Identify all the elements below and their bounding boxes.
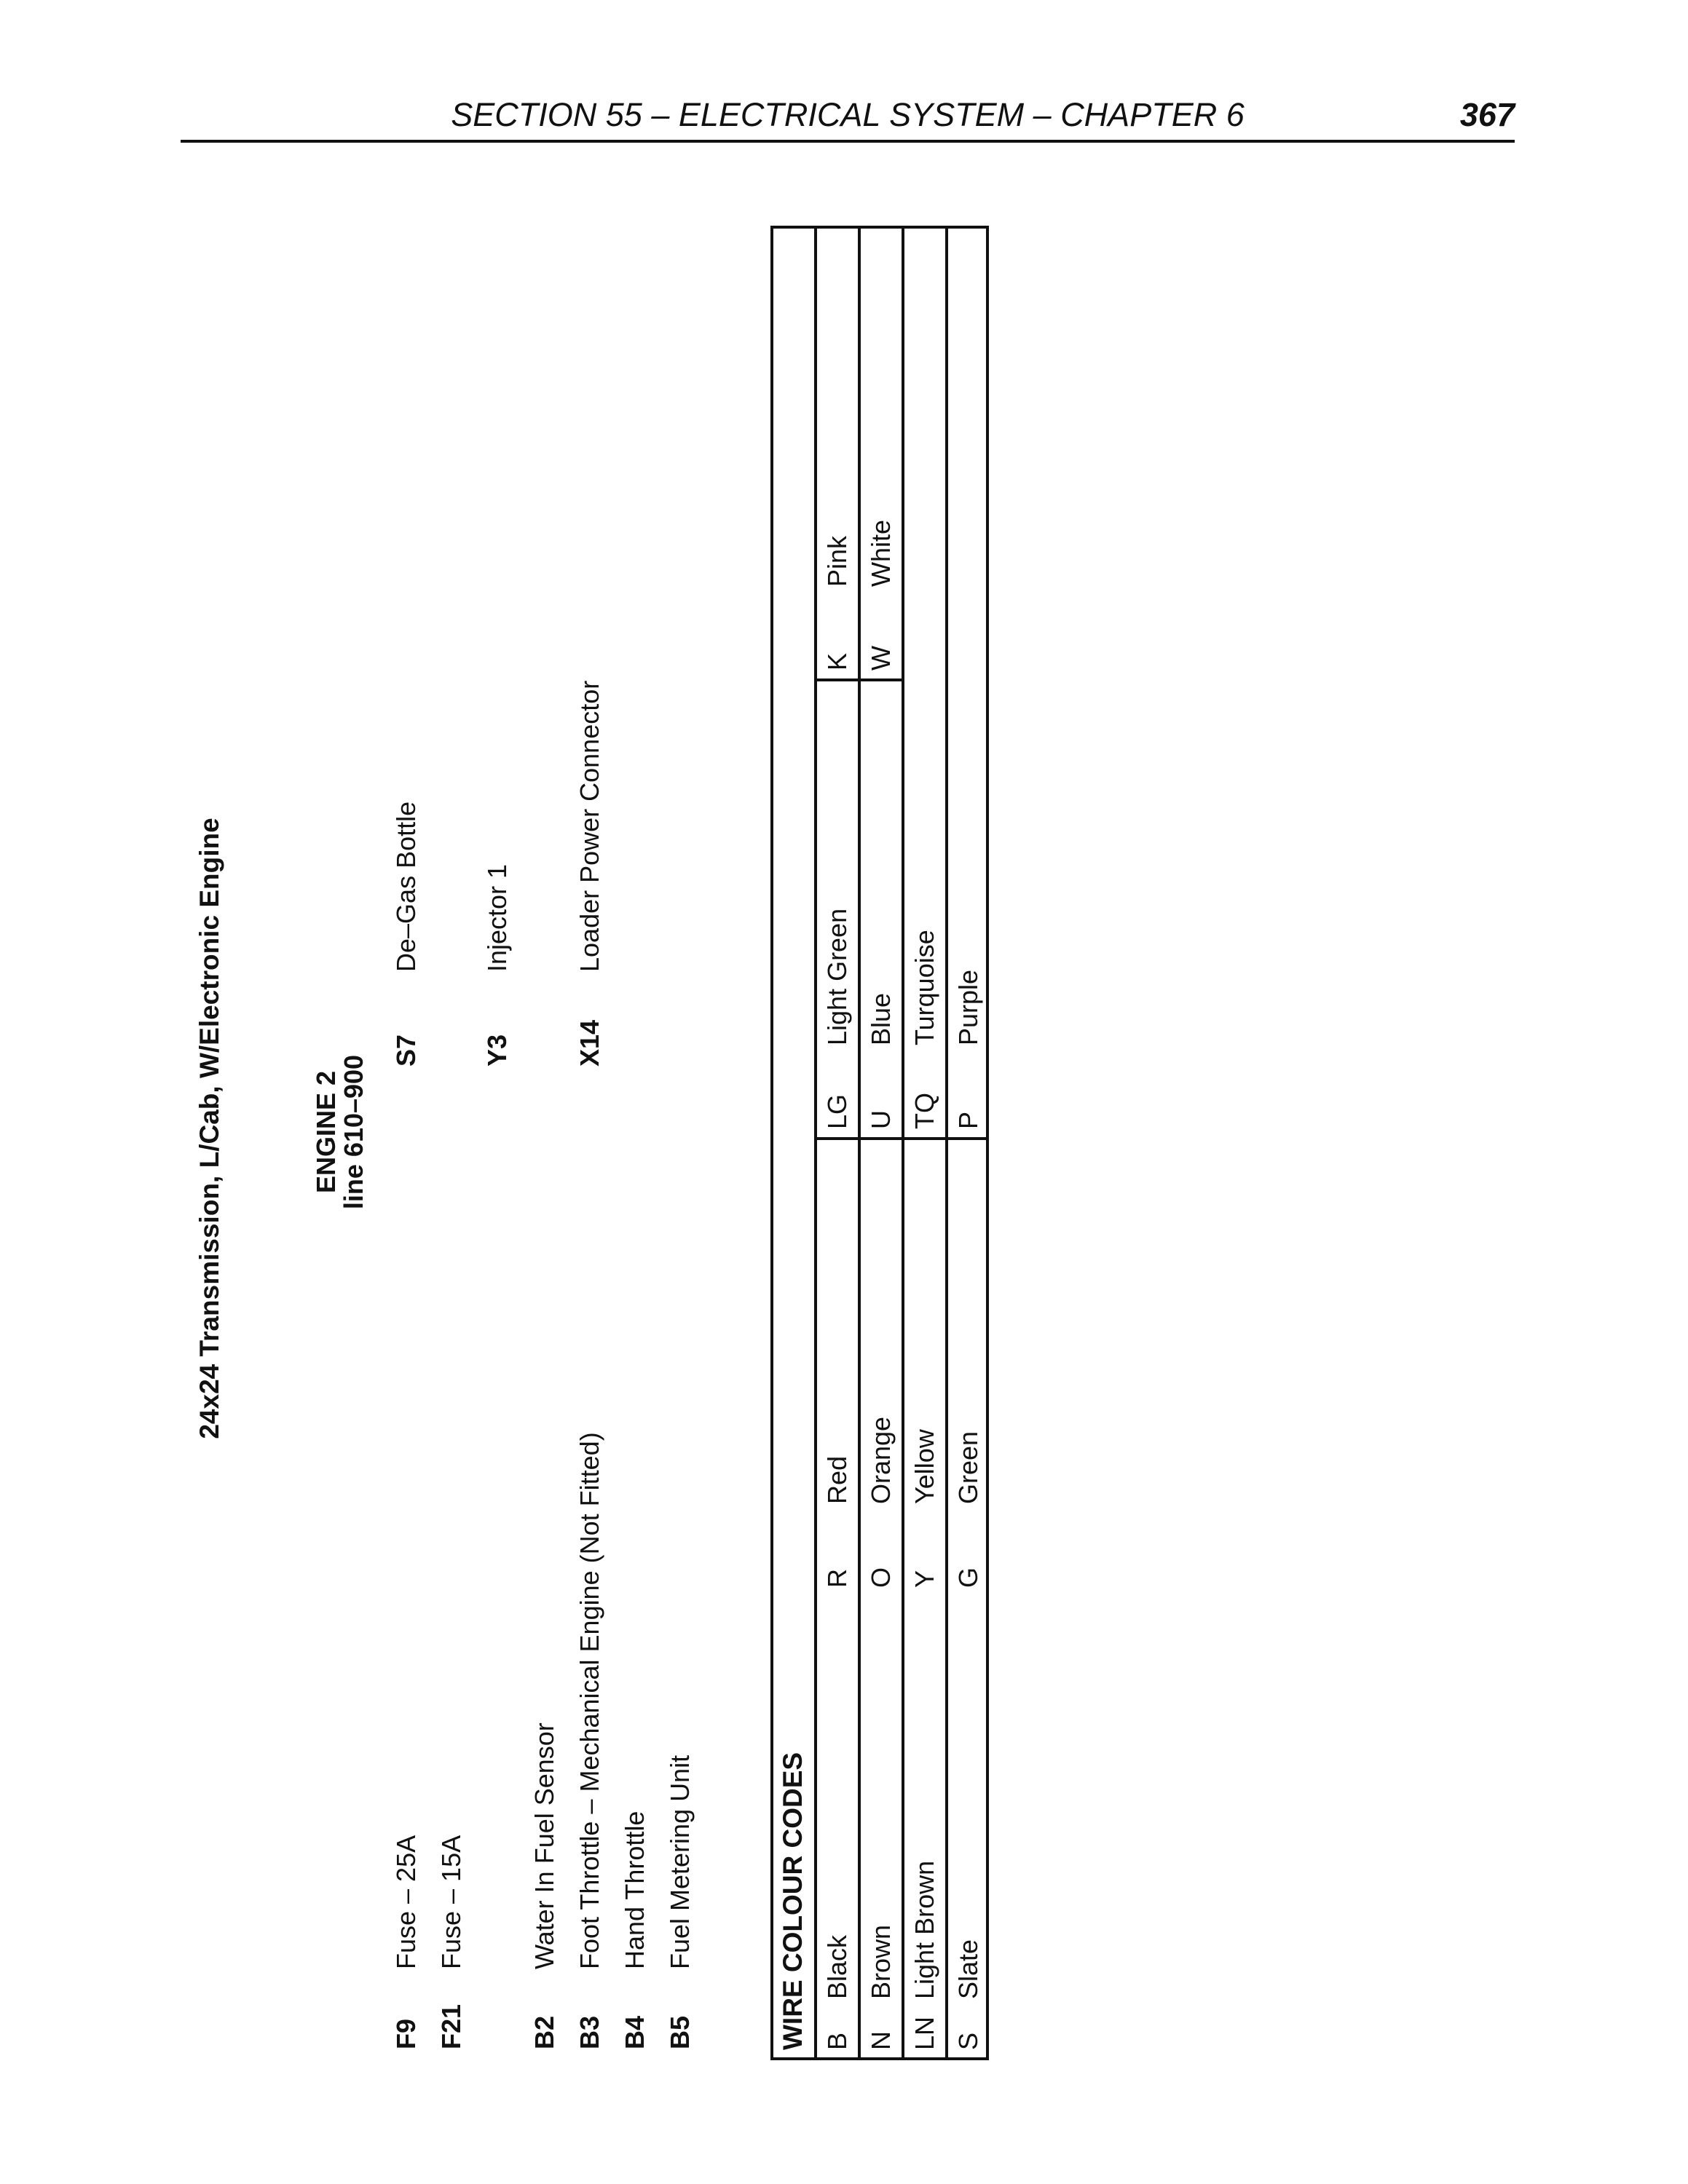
colour-name: Slate bbox=[953, 1939, 983, 1999]
item-desc: Water In Fuel Sensor bbox=[529, 1722, 559, 1969]
colour-code: O bbox=[866, 1567, 896, 1588]
table-divider bbox=[814, 678, 902, 681]
page-header bbox=[181, 93, 1515, 143]
item-desc: Loader Power Connector bbox=[575, 680, 604, 972]
item-code: B5 bbox=[665, 2015, 695, 2049]
table-divider bbox=[902, 229, 904, 2057]
section-title: SECTION 55 – ELECTRICAL SYSTEM – CHAPTER 6 bbox=[451, 96, 1245, 133]
item-code: B4 bbox=[620, 2015, 650, 2049]
item-desc: Fuse – 25A bbox=[391, 1835, 421, 1969]
colour-code: G bbox=[953, 1567, 983, 1588]
colour-code: TQ bbox=[910, 1093, 939, 1129]
colour-code: K bbox=[822, 652, 852, 670]
colour-code: Y bbox=[910, 1570, 939, 1588]
table-divider bbox=[814, 229, 817, 2057]
wire-colour-codes-title: WIRE COLOUR CODES bbox=[778, 1752, 808, 2050]
item-desc: Fuel Metering Unit bbox=[665, 1754, 695, 1969]
rotated-content bbox=[181, 207, 1084, 2049]
colour-name: Turquoise bbox=[910, 930, 939, 1045]
colour-name: White bbox=[866, 519, 896, 587]
colour-code: R bbox=[822, 1569, 852, 1588]
item-code: F21 bbox=[436, 2003, 466, 2049]
colour-code: B bbox=[822, 2032, 852, 2050]
table-divider bbox=[858, 229, 861, 2057]
item-code: B3 bbox=[575, 2015, 604, 2049]
item-desc: Hand Throttle bbox=[620, 1811, 650, 1969]
colour-name: Green bbox=[953, 1431, 983, 1504]
item-desc: De–Gas Bottle bbox=[391, 801, 421, 972]
colour-name: Light Green bbox=[822, 908, 852, 1045]
engine-line: line 610–900 bbox=[339, 1054, 368, 1210]
item-code: X14 bbox=[575, 1019, 604, 1067]
colour-code: W bbox=[866, 646, 896, 670]
table-divider bbox=[945, 229, 948, 2057]
colour-name: Pink bbox=[822, 535, 852, 587]
page-number: 367 bbox=[1459, 96, 1515, 133]
colour-code: LG bbox=[822, 1093, 852, 1129]
colour-name: Red bbox=[822, 1455, 852, 1504]
colour-code: LN bbox=[910, 2016, 939, 2050]
item-code: F9 bbox=[391, 2018, 421, 2049]
colour-code: P bbox=[953, 1111, 983, 1129]
colour-name: Black bbox=[822, 1934, 852, 1999]
item-code: B2 bbox=[529, 2015, 559, 2049]
table-divider bbox=[814, 1137, 989, 1140]
item-desc: Injector 1 bbox=[482, 863, 512, 972]
engine-heading: ENGINE 2 bbox=[311, 1070, 341, 1194]
colour-name: Purple bbox=[953, 969, 983, 1045]
item-desc: Fuse – 15A bbox=[436, 1835, 466, 1969]
diagram-title: 24x24 Transmission, L/Cab, W/Electronic Engine bbox=[194, 818, 224, 1439]
colour-name: Orange bbox=[866, 1416, 896, 1504]
colour-name: Yellow bbox=[910, 1429, 939, 1504]
item-code: Y3 bbox=[482, 1034, 512, 1067]
colour-code: S bbox=[953, 2032, 983, 2050]
colour-name: Blue bbox=[866, 992, 896, 1045]
wire-colour-codes-table bbox=[770, 226, 989, 2060]
colour-name: Brown bbox=[866, 1924, 896, 1999]
item-code: S7 bbox=[391, 1034, 421, 1067]
colour-code: N bbox=[866, 2031, 896, 2050]
colour-name: Light Brown bbox=[910, 1860, 939, 1999]
item-desc: Foot Throttle – Mechanical Engine (Not Fitted) bbox=[575, 1432, 604, 1969]
colour-code: U bbox=[866, 1110, 896, 1129]
